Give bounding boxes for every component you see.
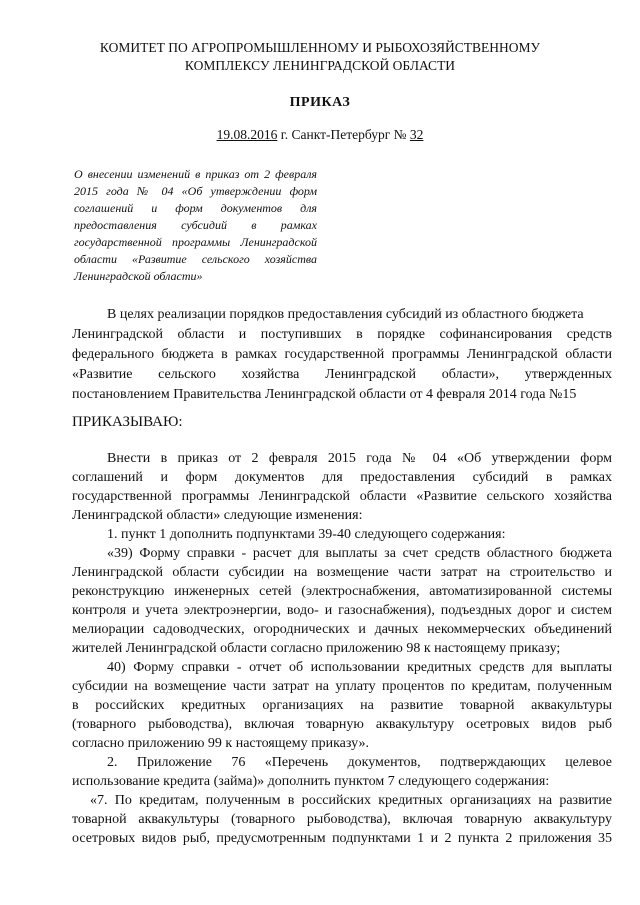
body-line: мелиорации садоводческих, огороднических и дачных некоммерческих объединений bbox=[72, 622, 612, 637]
body-line: 40) Форму справки - отчет об использовании кредитных средств для выплаты bbox=[107, 660, 612, 675]
preamble-line: «Развитие сельского хозяйства Ленинградской области», утвержденных bbox=[72, 367, 612, 382]
order-place: г. Санкт-Петербург № bbox=[277, 127, 410, 142]
subject-line: Ленинградской области» bbox=[74, 269, 203, 283]
body-line: в российских кредитных организациях на развитие товарной аквакультуры bbox=[72, 698, 612, 713]
subject-line: О внесении изменений в приказ от 2 февраля bbox=[74, 167, 317, 181]
dateline bbox=[0, 127, 640, 143]
body-line: субсидии на возмещение части затрат на уплату процентов по кредитам, полученным bbox=[72, 679, 612, 694]
body-line: Ленинградской области субсидии на возмещение части затрат на строительство и bbox=[72, 565, 612, 580]
body-line: государственной программы Ленинградской области «Развитие сельского хозяйства bbox=[72, 489, 612, 504]
body-line: 2. Приложение 76 «Перечень документов, подтверждающих целевое bbox=[107, 755, 612, 770]
order-date: 19.08.2016 bbox=[216, 127, 278, 142]
body-line: Внести в приказ от 2 февраля 2015 года № 04 «Об утверждении форм bbox=[107, 451, 612, 466]
preamble-line: В целях реализации порядков предоставления субсидий из областного бюджета bbox=[107, 307, 584, 322]
subject-line: области «Развитие сельского хозяйства bbox=[74, 252, 317, 266]
order-number: 32 bbox=[409, 127, 424, 142]
body-line: использование кредита (займа)» дополнить пунктом 7 следующего содержания: bbox=[72, 774, 550, 789]
body-line: жителей Ленинградской области согласно приложению 98 к настоящему приказу; bbox=[72, 641, 561, 656]
subject-line: предоставления субсидий в рамках bbox=[74, 218, 317, 232]
committee-name-line-1: КОМИТЕТ ПО АГРОПРОМЫШЛЕННОМУ И РЫБОХОЗЯЙСТВЕННОМУ bbox=[99, 40, 541, 55]
body-line: 1. пункт 1 дополнить подпунктами 39-40 следующего содержания: bbox=[107, 527, 506, 542]
body-line: реконструкцию инженерных сетей (электроснабжения, автоматизированной системы bbox=[72, 584, 612, 599]
document-title: ПРИКАЗ bbox=[289, 95, 351, 110]
body-line: товарной аквакультуры (товарного рыбоводства), включая товарную аквакультуру bbox=[72, 812, 612, 827]
preamble-line: федерального бюджета в рамках государственной программы Ленинградской области bbox=[72, 347, 612, 362]
body-line: осетровых видов рыб, предусмотренным подпунктами 1 и 2 пункта 2 приложения 35 bbox=[72, 831, 612, 846]
body-line: (товарного рыбоводства), включая товарную аквакультуру осетровых видов рыб bbox=[72, 717, 612, 732]
subject-line: государственной программы Ленинградской bbox=[74, 235, 317, 249]
preamble-line: постановлением Правительства Ленинградской области от 4 февраля 2014 года №15 bbox=[72, 387, 577, 402]
order-word: ПРИКАЗЫВАЮ: bbox=[72, 414, 183, 430]
body-line: «7. По кредитам, полученным в российских кредитных организациях на развитие bbox=[90, 793, 612, 808]
body-line: согласно приложению 99 к настоящему приказу». bbox=[72, 736, 369, 751]
subject-line: соглашений и форм документов для bbox=[74, 201, 317, 215]
preamble-line: Ленинградской области и поступивших в порядке софинансирования средств bbox=[72, 327, 612, 342]
body-line: «39) Форму справки - расчет для выплаты за счет средств областного бюджета bbox=[107, 546, 612, 561]
body-line: соглашений и форм документов для предоставления субсидий в рамках bbox=[72, 470, 612, 485]
body-line: Ленинградской области» следующие изменения: bbox=[72, 508, 363, 523]
subject-block bbox=[74, 166, 317, 285]
body-line: контроля и учета электроэнергии, водо- и газоснабжения), подъездных дорог и систем bbox=[72, 603, 612, 618]
committee-name-line-2: КОМПЛЕКСУ ЛЕНИНГРАДСКОЙ ОБЛАСТИ bbox=[184, 58, 456, 73]
subject-line: 2015 года № 04 «Об утверждении форм bbox=[74, 184, 317, 198]
